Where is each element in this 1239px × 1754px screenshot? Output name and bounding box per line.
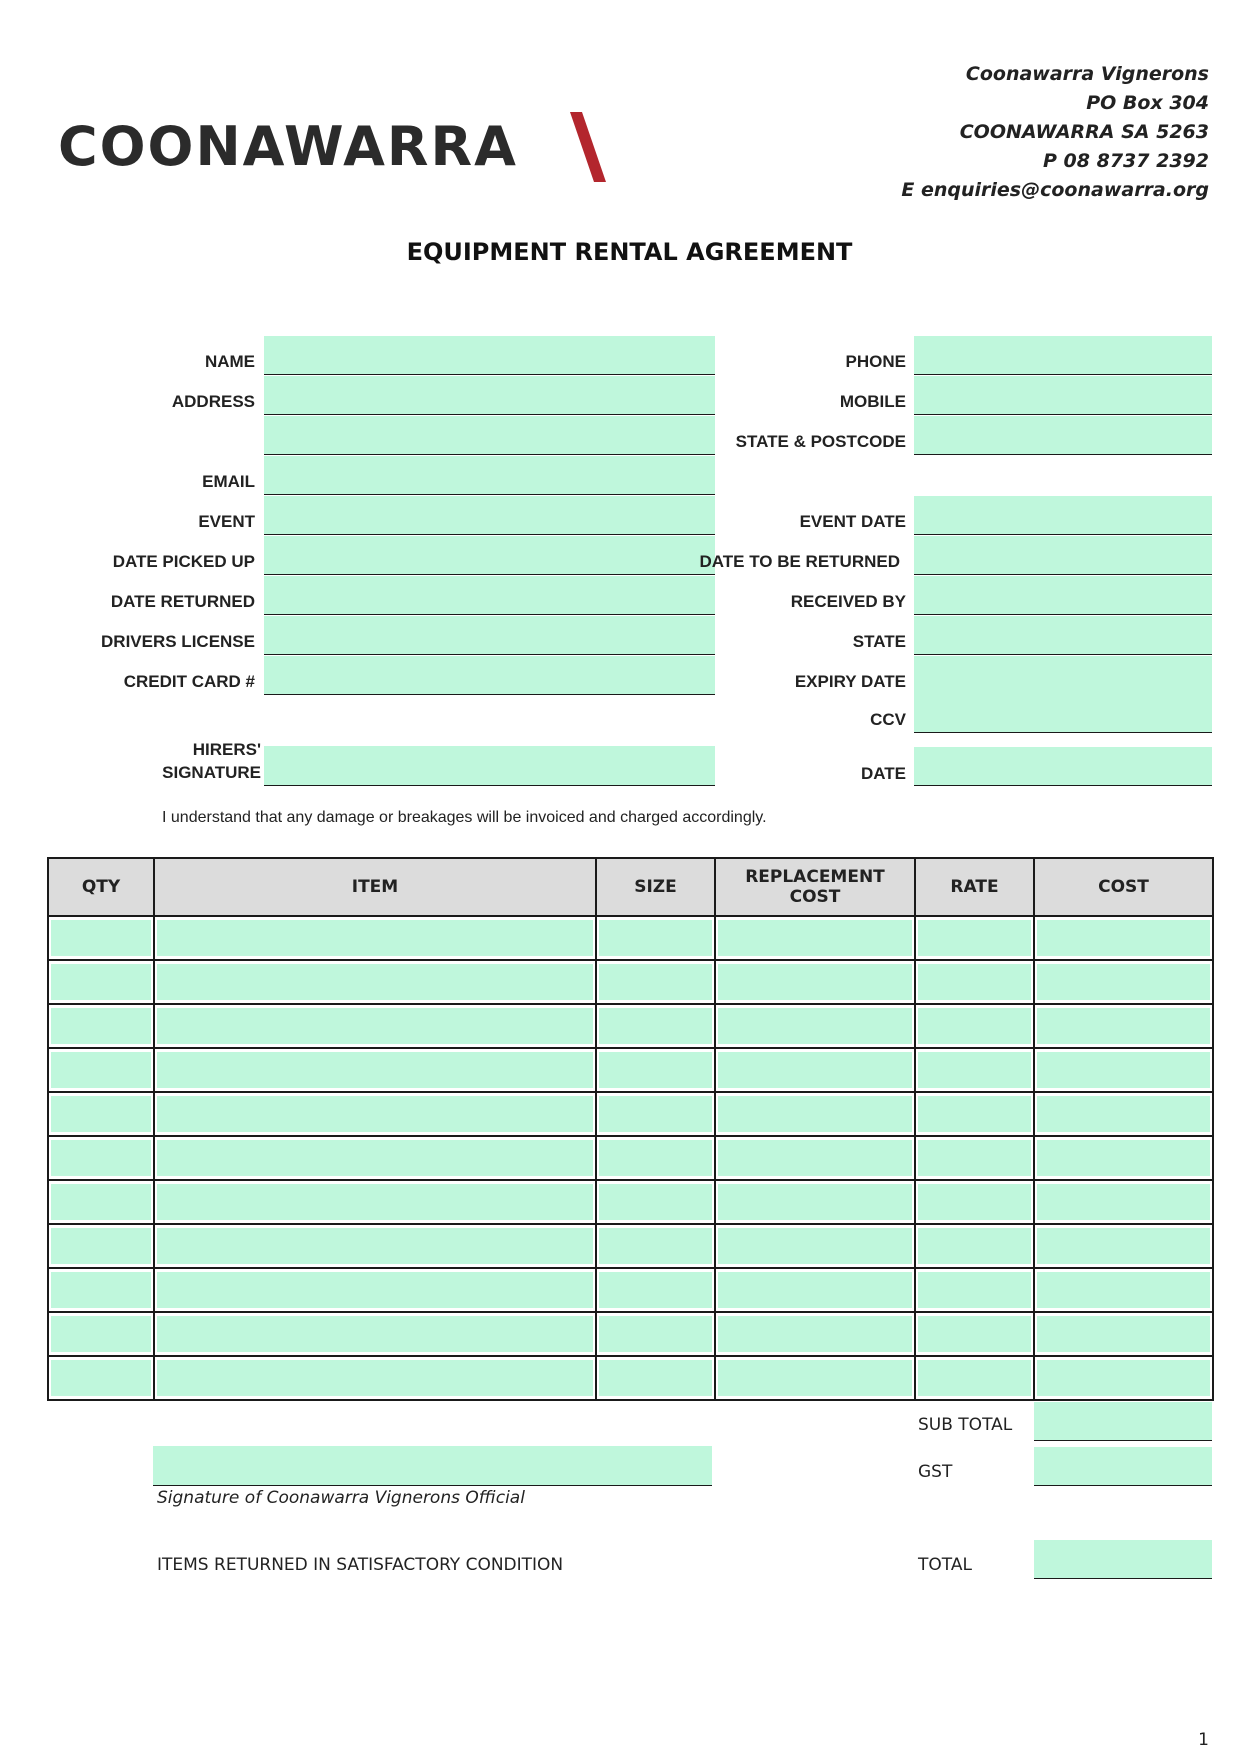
item-input[interactable] — [157, 1052, 593, 1088]
table-cell-size — [596, 1092, 715, 1136]
table-cell-item — [154, 1312, 596, 1356]
table-cell-rate — [915, 1312, 1034, 1356]
table-row — [48, 1048, 1213, 1092]
table-cell-cost — [1034, 960, 1213, 1004]
table-cell-cost — [1034, 916, 1213, 960]
item-input[interactable] — [157, 920, 593, 956]
table-header-row — [48, 858, 1213, 916]
cost-input[interactable] — [1037, 964, 1210, 1000]
table-cell-cost — [1034, 1092, 1213, 1136]
email-field[interactable] — [264, 456, 715, 495]
item-input[interactable] — [157, 964, 593, 1000]
table-row — [48, 1004, 1213, 1048]
date-picked-up-field[interactable] — [264, 536, 715, 575]
table-row — [48, 1268, 1213, 1312]
phone-field[interactable] — [914, 336, 1212, 375]
table-cell-cost — [1034, 1048, 1213, 1092]
damage-note: I understand that any damage or breakages will be invoiced and charged accordingly. — [162, 809, 767, 826]
contact-po-box: PO Box 304 — [1086, 92, 1209, 114]
qty-input[interactable] — [51, 1184, 151, 1220]
replacement-cost-input[interactable] — [718, 1316, 912, 1352]
rate-input[interactable] — [918, 920, 1031, 956]
column-header-cost: COST — [1034, 858, 1213, 916]
replacement-cost-input[interactable] — [718, 1228, 912, 1264]
date-returned-field[interactable] — [264, 576, 715, 615]
cost-input[interactable] — [1037, 1008, 1210, 1044]
received-by-field[interactable] — [914, 576, 1212, 615]
size-input[interactable] — [599, 920, 712, 956]
table-row — [48, 1224, 1213, 1268]
column-header-item: ITEM — [154, 858, 596, 916]
table-cell-size — [596, 916, 715, 960]
cost-input[interactable] — [1037, 1316, 1210, 1352]
table-cell-item — [154, 1004, 596, 1048]
table-cell-size — [596, 1180, 715, 1224]
qty-input[interactable] — [51, 1140, 151, 1176]
item-input[interactable] — [157, 1096, 593, 1132]
sub-total-label: SUB TOTAL — [918, 1415, 1013, 1435]
table-cell-qty — [48, 1136, 154, 1180]
qty-input[interactable] — [51, 1008, 151, 1044]
size-input[interactable] — [599, 964, 712, 1000]
table-cell-cost — [1034, 1356, 1213, 1400]
table-cell-cost — [1034, 1312, 1213, 1356]
table-cell-qty — [48, 1268, 154, 1312]
qty-input[interactable] — [51, 1272, 151, 1308]
cost-input[interactable] — [1037, 920, 1210, 956]
rate-input[interactable] — [918, 1272, 1031, 1308]
rate-input[interactable] — [918, 1360, 1031, 1396]
gst-label: GST — [918, 1462, 953, 1482]
rate-input[interactable] — [918, 1184, 1031, 1220]
table-cell-size — [596, 1312, 715, 1356]
size-input[interactable] — [599, 1316, 712, 1352]
column-header-rate: RATE — [915, 858, 1034, 916]
date-returned-label: DATE RETURNED — [110, 592, 255, 611]
drivers-license-label: DRIVERS LICENSE — [101, 632, 255, 651]
contact-org: Coonawarra Vignerons — [965, 63, 1209, 85]
table-row — [48, 916, 1213, 960]
rate-input[interactable] — [918, 1228, 1031, 1264]
rate-input[interactable] — [918, 1008, 1031, 1044]
hirers-signature-field[interactable] — [264, 746, 715, 786]
replacement-cost-input[interactable] — [718, 1140, 912, 1176]
table-cell-replacement-cost — [715, 1136, 915, 1180]
table-cell-qty — [48, 1092, 154, 1136]
drivers-license-field[interactable] — [264, 616, 715, 655]
rate-input[interactable] — [918, 1140, 1031, 1176]
table-cell-replacement-cost — [715, 1048, 915, 1092]
replacement-cost-input[interactable] — [718, 920, 912, 956]
cost-input[interactable] — [1037, 1096, 1210, 1132]
table-cell-qty — [48, 1048, 154, 1092]
table-cell-item — [154, 1224, 596, 1268]
received-by-label: RECEIVED BY — [790, 592, 906, 611]
table-cell-replacement-cost — [715, 960, 915, 1004]
table-cell-item — [154, 960, 596, 1004]
mobile-field[interactable] — [914, 376, 1212, 415]
table-cell-item — [154, 1268, 596, 1312]
table-row — [48, 1136, 1213, 1180]
date-field[interactable] — [914, 747, 1212, 786]
table-cell-rate — [915, 1224, 1034, 1268]
table-row — [48, 1092, 1213, 1136]
table-cell-qty — [48, 916, 154, 960]
replacement-cost-input[interactable] — [718, 1184, 912, 1220]
table-cell-item — [154, 1356, 596, 1400]
table-cell-rate — [915, 1356, 1034, 1400]
table-cell-replacement-cost — [715, 1312, 915, 1356]
official-signature-caption: Signature of Coonawarra Vignerons Official — [157, 1488, 525, 1508]
date-to-be-returned-label: DATE TO BE RETURNED — [699, 552, 900, 571]
table-cell-rate — [915, 916, 1034, 960]
cost-input[interactable] — [1037, 1140, 1210, 1176]
table-cell-cost — [1034, 1268, 1213, 1312]
coonawarra-logo — [58, 112, 598, 182]
table-cell-size — [596, 1136, 715, 1180]
table-cell-size — [596, 1004, 715, 1048]
name-label: NAME — [204, 352, 255, 371]
table-cell-rate — [915, 1004, 1034, 1048]
cost-input[interactable] — [1037, 1360, 1210, 1396]
table-cell-rate — [915, 1136, 1034, 1180]
size-input[interactable] — [599, 1228, 712, 1264]
item-input[interactable] — [157, 1184, 593, 1220]
item-input[interactable] — [157, 1272, 593, 1308]
contact-locality: COONAWARRA SA 5263 — [959, 121, 1209, 143]
table-cell-item — [154, 1092, 596, 1136]
table-row — [48, 1356, 1213, 1400]
sub-total-field[interactable] — [1034, 1402, 1212, 1441]
size-input[interactable] — [599, 1272, 712, 1308]
items-table — [47, 857, 1214, 1401]
column-header-qty: QTY — [48, 858, 154, 916]
item-input[interactable] — [157, 1360, 593, 1396]
item-input[interactable] — [157, 1316, 593, 1352]
item-input[interactable] — [157, 1140, 593, 1176]
size-input[interactable] — [599, 1184, 712, 1220]
table-row — [48, 960, 1213, 1004]
date-to-be-returned-field[interactable] — [914, 536, 1212, 575]
table-cell-replacement-cost — [715, 1092, 915, 1136]
phone-label: PHONE — [845, 352, 906, 371]
table-cell-replacement-cost — [715, 916, 915, 960]
event-date-field[interactable] — [914, 496, 1212, 535]
gst-field[interactable] — [1034, 1447, 1212, 1486]
size-input[interactable] — [599, 1008, 712, 1044]
size-input[interactable] — [599, 1360, 712, 1396]
address-field-line-1[interactable] — [264, 376, 715, 415]
state-field[interactable] — [914, 616, 1212, 655]
event-date-label: EVENT DATE — [799, 512, 906, 531]
size-input[interactable] — [599, 1096, 712, 1132]
credit-card-label: CREDIT CARD # — [123, 672, 255, 691]
address-label: ADDRESS — [171, 392, 255, 411]
state-label: STATE — [852, 632, 906, 651]
total-field[interactable] — [1034, 1540, 1212, 1579]
table-cell-qty — [48, 1180, 154, 1224]
table-cell-size — [596, 1268, 715, 1312]
qty-input[interactable] — [51, 920, 151, 956]
ccv-field[interactable] — [914, 694, 1212, 733]
table-row — [48, 1312, 1213, 1356]
table-cell-rate — [915, 1048, 1034, 1092]
column-header-size: SIZE — [596, 858, 715, 916]
size-input[interactable] — [599, 1052, 712, 1088]
table-cell-rate — [915, 960, 1034, 1004]
table-cell-replacement-cost — [715, 1356, 915, 1400]
table-cell-rate — [915, 1092, 1034, 1136]
date-picked-up-label: DATE PICKED UP — [112, 552, 255, 571]
table-cell-replacement-cost — [715, 1268, 915, 1312]
contact-email: E enquiries@coonawarra.org — [901, 179, 1209, 201]
table-cell-cost — [1034, 1180, 1213, 1224]
qty-input[interactable] — [51, 1316, 151, 1352]
logo-slash-icon — [568, 112, 608, 182]
table-cell-qty — [48, 1312, 154, 1356]
table-cell-rate — [915, 1268, 1034, 1312]
table-cell-replacement-cost — [715, 1224, 915, 1268]
replacement-cost-input[interactable] — [718, 1008, 912, 1044]
state-postcode-field[interactable] — [914, 416, 1212, 455]
table-cell-cost — [1034, 1224, 1213, 1268]
page-title: EQUIPMENT RENTAL AGREEMENT — [406, 238, 853, 266]
rate-input[interactable] — [918, 1052, 1031, 1088]
table-cell-item — [154, 1048, 596, 1092]
size-input[interactable] — [599, 1140, 712, 1176]
official-signature-field[interactable] — [153, 1446, 712, 1486]
table-cell-item — [154, 1136, 596, 1180]
rate-input[interactable] — [918, 964, 1031, 1000]
table-cell-item — [154, 916, 596, 960]
mobile-label: MOBILE — [839, 392, 906, 411]
qty-input[interactable] — [51, 1096, 151, 1132]
expiry-date-label: EXPIRY DATE — [794, 672, 906, 691]
rate-input[interactable] — [918, 1316, 1031, 1352]
table-cell-replacement-cost — [715, 1004, 915, 1048]
event-label: EVENT — [198, 512, 255, 531]
items-returned-text: ITEMS RETURNED IN SATISFACTORY CONDITION — [157, 1555, 564, 1575]
qty-input[interactable] — [51, 1360, 151, 1396]
replacement-cost-input[interactable] — [718, 964, 912, 1000]
page-number: 1 — [1198, 1730, 1209, 1750]
address-field-line-2[interactable] — [264, 416, 715, 455]
expiry-date-field[interactable] — [914, 656, 1212, 695]
table-cell-replacement-cost — [715, 1180, 915, 1224]
table-cell-cost — [1034, 1004, 1213, 1048]
cost-input[interactable] — [1037, 1272, 1210, 1308]
table-cell-item — [154, 1180, 596, 1224]
rate-input[interactable] — [918, 1096, 1031, 1132]
hirers-label: HIRERS' — [192, 740, 261, 759]
state-postcode-label: STATE & POSTCODE — [735, 432, 906, 451]
table-cell-qty — [48, 1356, 154, 1400]
logo-wordmark: COONAWARRA — [58, 115, 518, 178]
email-label: EMAIL — [202, 472, 255, 491]
table-cell-cost — [1034, 1136, 1213, 1180]
cost-input[interactable] — [1037, 1184, 1210, 1220]
replacement-cost-input[interactable] — [718, 1272, 912, 1308]
cost-input[interactable] — [1037, 1052, 1210, 1088]
qty-input[interactable] — [51, 1052, 151, 1088]
table-cell-size — [596, 1224, 715, 1268]
contact-phone: P 08 8737 2392 — [1043, 150, 1209, 172]
total-label: TOTAL — [918, 1555, 972, 1575]
qty-input[interactable] — [51, 1228, 151, 1264]
table-cell-rate — [915, 1180, 1034, 1224]
credit-card-field[interactable] — [264, 656, 715, 695]
ccv-label: CCV — [870, 710, 906, 729]
replacement-cost-input[interactable] — [718, 1096, 912, 1132]
contact-block — [901, 60, 1209, 205]
cost-input[interactable] — [1037, 1228, 1210, 1264]
table-cell-size — [596, 1048, 715, 1092]
signature-label: SIGNATURE — [162, 763, 261, 782]
date-label: DATE — [860, 764, 906, 783]
item-input[interactable] — [157, 1008, 593, 1044]
qty-input[interactable] — [51, 964, 151, 1000]
table-cell-qty — [48, 1224, 154, 1268]
name-field[interactable] — [264, 336, 715, 375]
table-cell-size — [596, 960, 715, 1004]
table-cell-qty — [48, 1004, 154, 1048]
table-cell-qty — [48, 960, 154, 1004]
replacement-cost-input[interactable] — [718, 1052, 912, 1088]
table-row — [48, 1180, 1213, 1224]
replacement-cost-input[interactable] — [718, 1360, 912, 1396]
event-field[interactable] — [264, 496, 715, 535]
column-header-replacement-cost: REPLACEMENT COST — [715, 858, 915, 916]
item-input[interactable] — [157, 1228, 593, 1264]
table-cell-size — [596, 1356, 715, 1400]
